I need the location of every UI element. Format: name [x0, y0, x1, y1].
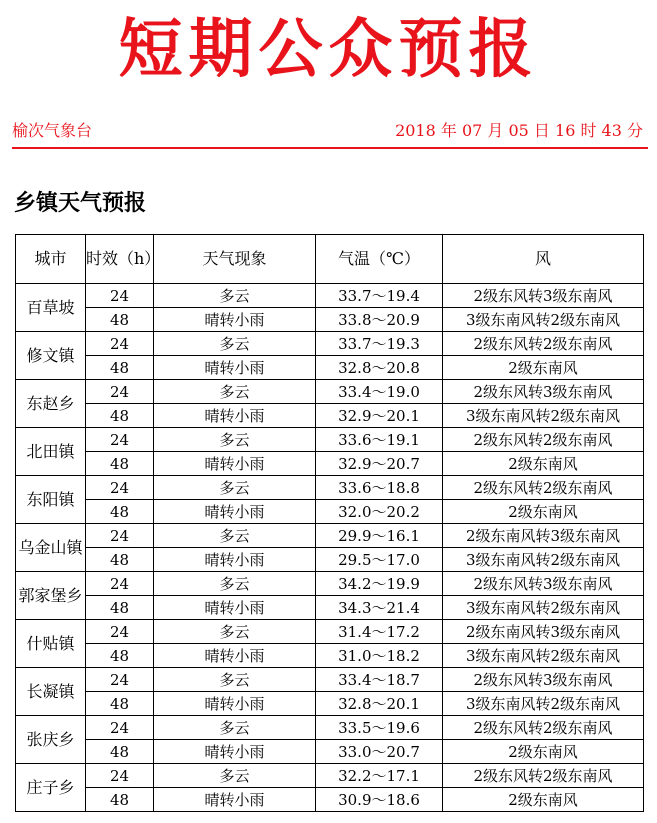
- weather-cell: 晴转小雨: [154, 500, 316, 524]
- header-divider: [12, 147, 648, 149]
- city-cell: 东阳镇: [16, 476, 86, 524]
- table-row: [16, 716, 644, 740]
- temperature-cell: 33.7～19.3: [316, 332, 443, 356]
- wind-cell: 2级东风转2级东南风: [443, 764, 644, 788]
- forecast-table: [15, 234, 644, 812]
- period-cell: 24: [86, 668, 154, 692]
- period-cell: 48: [86, 308, 154, 332]
- city-cell: 庄子乡: [16, 764, 86, 812]
- city-cell: 郭家堡乡: [16, 572, 86, 620]
- wind-cell: 2级东风转3级东南风: [443, 284, 644, 308]
- temperature-cell: 33.4～19.0: [316, 380, 443, 404]
- temperature-cell: 32.8～20.1: [316, 692, 443, 716]
- issue-datetime: 2018 年 07 月 05 日 16 时 43 分: [395, 121, 643, 140]
- period-cell: 24: [86, 428, 154, 452]
- table-row: [16, 740, 644, 764]
- table-row: [16, 788, 644, 812]
- temperature-cell: 29.5～17.0: [316, 548, 443, 572]
- temperature-cell: 33.6～19.1: [316, 428, 443, 452]
- page-title: 短期公众预报: [118, 12, 539, 87]
- wind-cell: 2级东风转3级东南风: [443, 572, 644, 596]
- period-cell: 24: [86, 284, 154, 308]
- city-cell: 百草坡: [16, 284, 86, 332]
- period-cell: 48: [86, 788, 154, 812]
- period-cell: 24: [86, 332, 154, 356]
- wind-cell: 2级东风转2级东南风: [443, 428, 644, 452]
- temperature-cell: 33.6～18.8: [316, 476, 443, 500]
- period-cell: 48: [86, 404, 154, 428]
- temperature-cell: 31.4～17.2: [316, 620, 443, 644]
- wind-cell: 2级东风转2级东南风: [443, 716, 644, 740]
- table-row: [16, 428, 644, 452]
- temperature-cell: 34.2～19.9: [316, 572, 443, 596]
- temperature-cell: 33.5～19.6: [316, 716, 443, 740]
- city-cell: 长凝镇: [16, 668, 86, 716]
- wind-cell: 2级东风转2级东南风: [443, 476, 644, 500]
- weather-cell: 多云: [154, 524, 316, 548]
- table-row: [16, 308, 644, 332]
- table-row: [16, 644, 644, 668]
- wind-cell: 3级东南风转2级东南风: [443, 644, 644, 668]
- period-cell: 48: [86, 644, 154, 668]
- column-header: 风: [443, 235, 644, 284]
- weather-cell: 晴转小雨: [154, 356, 316, 380]
- wind-cell: 2级东南风转3级东南风: [443, 620, 644, 644]
- table-row: [16, 524, 644, 548]
- weather-cell: 晴转小雨: [154, 740, 316, 764]
- wind-cell: 2级东风转2级东南风: [443, 332, 644, 356]
- temperature-cell: 30.9～18.6: [316, 788, 443, 812]
- period-cell: 48: [86, 740, 154, 764]
- table-row: [16, 284, 644, 308]
- weather-cell: 多云: [154, 332, 316, 356]
- wind-cell: 3级东南风转2级东南风: [443, 596, 644, 620]
- temperature-cell: 32.9～20.7: [316, 452, 443, 476]
- city-cell: 东赵乡: [16, 380, 86, 428]
- period-cell: 24: [86, 380, 154, 404]
- wind-cell: 2级东风转3级东南风: [443, 380, 644, 404]
- wind-cell: 2级东南风: [443, 740, 644, 764]
- table-row: [16, 620, 644, 644]
- weather-cell: 多云: [154, 716, 316, 740]
- table-row: [16, 764, 644, 788]
- weather-cell: 多云: [154, 572, 316, 596]
- column-header: 气温（℃）: [316, 235, 443, 284]
- wind-cell: 2级东南风转3级东南风: [443, 524, 644, 548]
- column-header: 城市: [16, 235, 86, 284]
- city-cell: 乌金山镇: [16, 524, 86, 572]
- period-cell: 48: [86, 596, 154, 620]
- temperature-cell: 33.7～19.4: [316, 284, 443, 308]
- table-row: [16, 548, 644, 572]
- period-cell: 48: [86, 548, 154, 572]
- table-row: [16, 452, 644, 476]
- period-cell: 48: [86, 356, 154, 380]
- weather-cell: 晴转小雨: [154, 452, 316, 476]
- temperature-cell: 32.2～17.1: [316, 764, 443, 788]
- weather-cell: 晴转小雨: [154, 596, 316, 620]
- weather-cell: 晴转小雨: [154, 644, 316, 668]
- table-row: [16, 500, 644, 524]
- period-cell: 48: [86, 500, 154, 524]
- weather-cell: 晴转小雨: [154, 788, 316, 812]
- wind-cell: 2级东南风: [443, 356, 644, 380]
- weather-cell: 晴转小雨: [154, 308, 316, 332]
- table-body: [16, 284, 644, 812]
- wind-cell: 3级东南风转2级东南风: [443, 404, 644, 428]
- period-cell: 24: [86, 716, 154, 740]
- column-header: 时效（h）: [86, 235, 154, 284]
- period-cell: 24: [86, 572, 154, 596]
- weather-cell: 晴转小雨: [154, 692, 316, 716]
- temperature-cell: 32.0～20.2: [316, 500, 443, 524]
- weather-cell: 多云: [154, 284, 316, 308]
- table-row: [16, 356, 644, 380]
- table-row: [16, 596, 644, 620]
- temperature-cell: 32.8～20.8: [316, 356, 443, 380]
- weather-cell: 多云: [154, 620, 316, 644]
- period-cell: 24: [86, 620, 154, 644]
- weather-cell: 多云: [154, 668, 316, 692]
- weather-cell: 晴转小雨: [154, 404, 316, 428]
- table-header-row: [16, 235, 644, 284]
- wind-cell: 2级东风转3级东南风: [443, 668, 644, 692]
- temperature-cell: 34.3～21.4: [316, 596, 443, 620]
- weather-cell: 多云: [154, 428, 316, 452]
- section-title: 乡镇天气预报: [14, 190, 147, 216]
- temperature-cell: 31.0～18.2: [316, 644, 443, 668]
- temperature-cell: 33.4～18.7: [316, 668, 443, 692]
- weather-cell: 多云: [154, 380, 316, 404]
- city-cell: 北田镇: [16, 428, 86, 476]
- city-cell: 张庆乡: [16, 716, 86, 764]
- wind-cell: 3级东南风转2级东南风: [443, 308, 644, 332]
- temperature-cell: 29.9～16.1: [316, 524, 443, 548]
- table-row: [16, 572, 644, 596]
- table-row: [16, 692, 644, 716]
- period-cell: 24: [86, 476, 154, 500]
- weather-cell: 晴转小雨: [154, 548, 316, 572]
- period-cell: 24: [86, 524, 154, 548]
- city-cell: 修文镇: [16, 332, 86, 380]
- wind-cell: 3级东南风转2级东南风: [443, 548, 644, 572]
- table-row: [16, 404, 644, 428]
- issuer-label: 榆次气象台: [12, 121, 93, 140]
- weather-cell: 多云: [154, 764, 316, 788]
- city-cell: 什贴镇: [16, 620, 86, 668]
- table-row: [16, 668, 644, 692]
- wind-cell: 2级东南风: [443, 452, 644, 476]
- temperature-cell: 32.9～20.1: [316, 404, 443, 428]
- wind-cell: 3级东南风转2级东南风: [443, 692, 644, 716]
- weather-cell: 多云: [154, 476, 316, 500]
- period-cell: 48: [86, 692, 154, 716]
- column-header: 天气现象: [154, 235, 316, 284]
- table-row: [16, 332, 644, 356]
- temperature-cell: 33.0～20.7: [316, 740, 443, 764]
- table-row: [16, 476, 644, 500]
- table-row: [16, 380, 644, 404]
- wind-cell: 2级东南风: [443, 500, 644, 524]
- wind-cell: 2级东南风: [443, 788, 644, 812]
- period-cell: 48: [86, 452, 154, 476]
- temperature-cell: 33.8～20.9: [316, 308, 443, 332]
- period-cell: 24: [86, 764, 154, 788]
